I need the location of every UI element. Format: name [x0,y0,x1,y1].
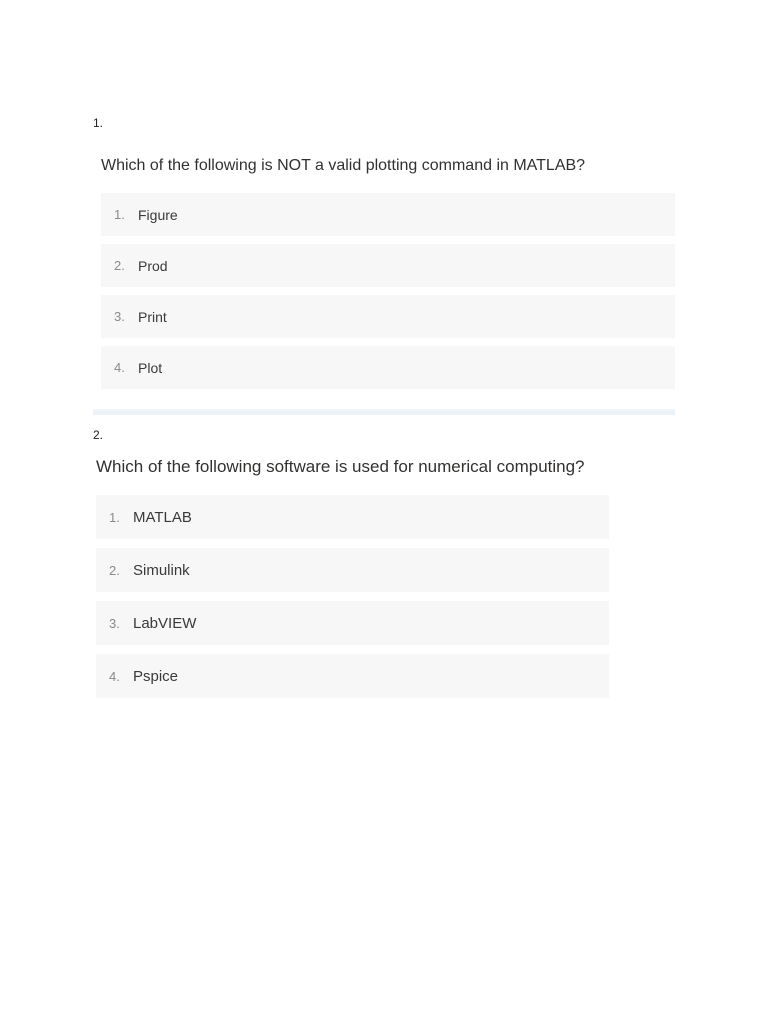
option-index: 2. [114,258,125,273]
option-index: 3. [114,309,125,324]
option-index: 3. [109,615,120,631]
option-index: 1. [114,207,125,222]
question-2-text: Which of the following software is used for numerical computing? [96,457,585,476]
question-2-option-2[interactable] [96,548,609,592]
question-2-option-1[interactable] [96,495,609,539]
question-1-option-3[interactable] [101,295,675,338]
question-1-option-2[interactable] [101,244,675,287]
option-label: Pspice [133,667,179,685]
question-separator [93,409,675,415]
question-2-number: 2. [93,428,104,442]
option-label: MATLAB [133,508,192,526]
option-label: Figure [138,206,178,223]
option-label: LabVIEW [133,614,197,632]
question-1-option-4[interactable] [101,346,675,389]
question-1-number: 1. [93,116,104,130]
option-label: Plot [138,359,163,376]
option-label: Simulink [133,561,190,579]
option-index: 1. [109,509,120,525]
option-label: Prod [138,257,168,274]
option-index: 4. [109,668,120,684]
question-1-options [101,193,675,397]
question-1-text: Which of the following is NOT a valid plotting command in MATLAB? [101,157,586,174]
option-index: 2. [109,562,120,578]
option-index: 4. [114,360,125,375]
option-label: Print [138,308,167,325]
question-2-options [96,495,609,707]
question-2-option-3[interactable] [96,601,609,645]
question-2-option-4[interactable] [96,654,609,698]
question-1-option-1[interactable] [101,193,675,236]
